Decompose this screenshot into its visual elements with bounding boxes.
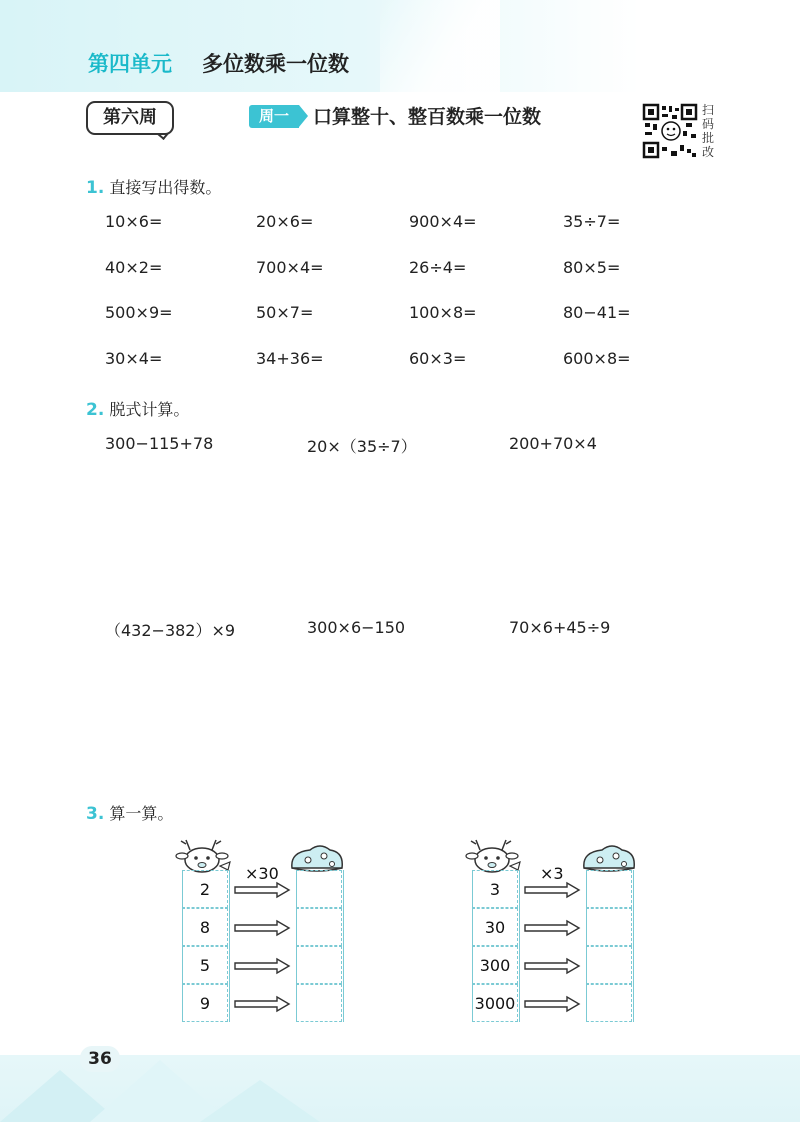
arrow-right-icon: [523, 919, 583, 937]
oral-calc-item: 100×8=: [409, 303, 477, 322]
scan-to-grade-label: 扫码批改: [702, 103, 715, 159]
oral-calc-item: 35÷7=: [563, 212, 621, 231]
answer-cell[interactable]: [296, 870, 342, 908]
lesson-title: 口算整十、整百数乘一位数: [313, 106, 542, 128]
oral-calc-item: 700×4=: [256, 258, 324, 277]
week-tag: 第六周: [86, 101, 174, 135]
oral-calc-item: 500×9=: [105, 303, 173, 322]
oral-calc-item: 30×4=: [105, 349, 163, 368]
step-calc-item: 70×6+45÷9: [509, 618, 611, 637]
multiplier-label: ×3: [540, 864, 564, 883]
input-cell: 30: [472, 908, 518, 946]
day-tag-arrow: [299, 105, 308, 127]
oral-calc-item: 20×6=: [256, 212, 314, 231]
answer-cell[interactable]: [586, 984, 632, 1022]
input-cell: 300: [472, 946, 518, 984]
footer-mountain-decoration: [0, 1040, 800, 1122]
header-band-highlight: [380, 0, 500, 92]
arrow-right-icon: [523, 995, 583, 1013]
step-calc-item: 200+70×4: [509, 434, 597, 453]
oral-calc-item: 10×6=: [105, 212, 163, 231]
section-instruction: 算一算。: [109, 804, 174, 823]
oral-calc-item: 80−41=: [563, 303, 631, 322]
unit-title: 多位数乘一位数: [202, 52, 349, 76]
section-number: 2.: [86, 400, 105, 420]
section-instruction: 脱式计算。: [109, 400, 190, 419]
input-cell: 3000: [472, 984, 518, 1022]
step-calc-item: 300×6−150: [307, 618, 406, 637]
step-calc-item: 300−115+78: [105, 434, 214, 453]
section-3-heading: [86, 801, 173, 824]
unit-label: 第四单元: [88, 52, 172, 76]
answer-cell[interactable]: [296, 908, 342, 946]
oral-calc-item: 50×7=: [256, 303, 314, 322]
oral-calc-item: 60×3=: [409, 349, 467, 368]
input-cell: 5: [182, 946, 228, 984]
answer-cell[interactable]: [586, 908, 632, 946]
arrow-right-icon: [233, 881, 293, 899]
input-cell: 8: [182, 908, 228, 946]
oral-calc-item: 26÷4=: [409, 258, 467, 277]
step-calc-item: 20×（35÷7）: [307, 437, 417, 456]
input-cell: 3: [472, 870, 518, 908]
input-cell: 9: [182, 984, 228, 1022]
oral-calc-item: 600×8=: [563, 349, 631, 368]
arrow-right-icon: [523, 881, 583, 899]
arrow-right-icon: [233, 995, 293, 1013]
arrow-right-icon: [233, 919, 293, 937]
answer-cell[interactable]: [586, 870, 632, 908]
day-tag: 周一: [249, 105, 299, 128]
multiplier-label: ×30: [245, 864, 279, 883]
section-number: 3.: [86, 804, 105, 824]
oral-calc-item: 900×4=: [409, 212, 477, 231]
oral-calc-item: 34+36=: [256, 349, 324, 368]
section-1-heading: [86, 175, 221, 198]
oral-calc-item: 80×5=: [563, 258, 621, 277]
answer-cell[interactable]: [296, 946, 342, 984]
input-cell: 2: [182, 870, 228, 908]
qr-code-icon[interactable]: [642, 103, 698, 159]
answer-cell[interactable]: [586, 946, 632, 984]
section-2-heading: [86, 397, 189, 420]
arrow-right-icon: [233, 957, 293, 975]
section-number: 1.: [86, 178, 105, 198]
section-instruction: 直接写出得数。: [109, 178, 222, 197]
step-calc-item: （432−382）×9: [105, 621, 236, 640]
oral-calc-item: 40×2=: [105, 258, 163, 277]
page-number: 36: [80, 1046, 120, 1072]
answer-cell[interactable]: [296, 984, 342, 1022]
arrow-right-icon: [523, 957, 583, 975]
